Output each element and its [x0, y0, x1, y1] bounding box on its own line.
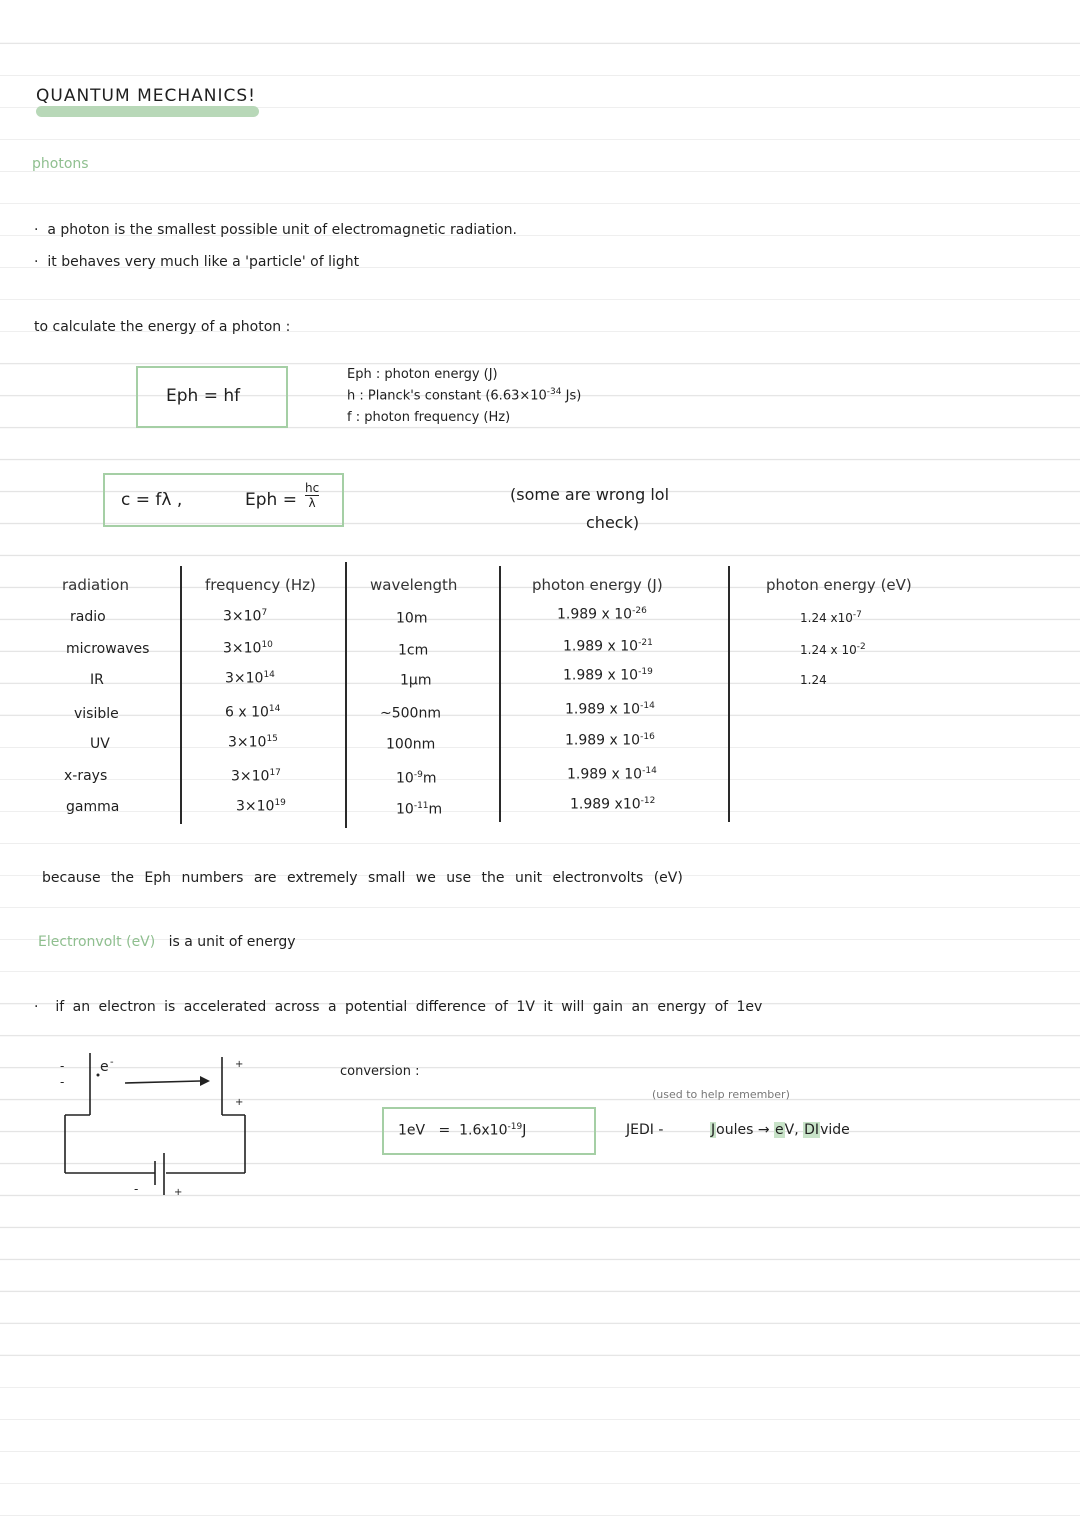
- ev-definition: [38, 934, 296, 950]
- electron-label: e: [100, 1059, 109, 1075]
- cell-energy-j: 1.989 x $10^{-19}$: [563, 667, 653, 684]
- cell-frequency: $3\times 10^{15}$: [228, 734, 278, 751]
- cell-wavelength: 1cm: [398, 642, 429, 659]
- table-divider: [345, 562, 347, 828]
- mnemonic-jedi: JEDI -: [626, 1122, 664, 1138]
- table-divider: [499, 566, 501, 822]
- cell-radiation: radio: [70, 609, 106, 625]
- cell-wavelength: 100nm: [386, 736, 436, 753]
- title-highlight: [36, 106, 259, 117]
- section-heading-photons: photons: [32, 156, 89, 172]
- plate-minus-sign: -: [60, 1075, 65, 1089]
- ev-term: Electronvolt (eV): [38, 934, 156, 950]
- table-header-wavelength: wavelength: [370, 576, 458, 594]
- because-line: because the Eph numbers are extremely small we use the unit electronvolts (eV): [42, 870, 683, 886]
- conversion-equation: 1eV = $1.6x10^{-19}J$: [398, 1122, 527, 1139]
- cell-frequency: $3\times 10^{17}$: [231, 768, 281, 785]
- fraction-denominator: λ: [308, 496, 316, 510]
- cell-energy-ev: 1.24: [800, 673, 827, 687]
- cell-energy-j: 1.989 x $10^{-14}$: [567, 766, 657, 783]
- cell-wavelength: 1μm: [400, 672, 432, 689]
- cell-frequency: $3\times 10^{19}$: [236, 798, 286, 815]
- bullet-dot: ·: [34, 222, 48, 238]
- table-header-energy-j: photon energy (J): [532, 576, 663, 594]
- bullet-dot: ·: [34, 254, 48, 270]
- cell-energy-j: 1.989 x $10^{-16}$: [565, 732, 655, 749]
- battery-minus-sign: -: [134, 1182, 139, 1196]
- cell-frequency: 6 x $10^{14}$: [225, 704, 281, 721]
- legend-planck: h : Planck's constant ($6.63\times 10^{-34}$ Js): [347, 387, 582, 404]
- cell-radiation: UV: [90, 736, 110, 752]
- formula-wave-equation: c = fλ ,: [121, 490, 183, 510]
- arrow-head-icon: [200, 1076, 210, 1086]
- cell-wavelength: $10^{-11}m$: [396, 801, 443, 818]
- conversion-label: conversion :: [340, 1064, 420, 1079]
- plate-minus-sign: -: [60, 1059, 65, 1073]
- cell-wavelength: 10m: [396, 610, 428, 627]
- formula-fraction: [305, 481, 319, 510]
- cell-radiation: microwaves: [66, 641, 150, 657]
- cell-energy-j: 1.989 x $10^{-14}$: [565, 701, 655, 718]
- bullet-dot: ·: [34, 999, 56, 1015]
- cell-frequency: $3\times 10^{14}$: [225, 670, 275, 687]
- cell-energy-j: 1.989 x $10^{-26}$: [557, 606, 647, 623]
- formula-box-second: [103, 473, 344, 527]
- ev-rest: is a unit of energy: [168, 934, 296, 950]
- mnemonic-note: (used to help remember): [652, 1088, 790, 1101]
- fraction-numerator: hc: [305, 481, 320, 495]
- legend-eph: Eph : photon energy (J): [347, 367, 498, 382]
- table-header-energy-ev: photon energy (eV): [766, 576, 912, 594]
- battery-plus-sign: +: [174, 1187, 183, 1198]
- cell-radiation: gamma: [66, 799, 120, 815]
- legend-frequency: f : photon frequency (Hz): [347, 410, 511, 425]
- plate-plus-sign: +: [235, 1059, 244, 1070]
- bullet-item: · a photon is the smallest possible unit of electromagnetic radiation.: [34, 222, 517, 238]
- arrow-right-icon: →: [757, 1122, 770, 1138]
- formula-box-main: [136, 366, 288, 428]
- page-title: QUANTUM MECHANICS!: [36, 86, 256, 106]
- accel-line: · if an electron is accelerated across a potential difference of 1V it will gain an energy of 1ev: [34, 999, 763, 1015]
- circuit-diagram: [50, 1045, 260, 1205]
- arrow-shaft: [125, 1081, 200, 1083]
- table-divider: [180, 566, 182, 824]
- cell-frequency: $3\times 10^{10}$: [223, 640, 273, 657]
- table-header-radiation: radiation: [62, 576, 129, 594]
- formula-eph-hf: Eph = hf: [166, 386, 241, 406]
- calc-intro: to calculate the energy of a photon :: [34, 319, 291, 335]
- cell-energy-ev: 1.24 $x10^{-7}$: [800, 610, 862, 625]
- cell-energy-j: 1.989 $x10^{-12}$: [570, 796, 656, 813]
- electron-charge-sign: -: [110, 1057, 114, 1068]
- formula-eph-label: Eph =: [245, 490, 297, 510]
- cell-wavelength: $10^{-9}m$: [396, 770, 437, 787]
- bullet-item: · it behaves very much like a 'particle' of light: [34, 254, 360, 270]
- note-wrong-line1: (some are wrong lol: [510, 485, 670, 504]
- plate-plus-sign: +: [235, 1097, 244, 1108]
- cell-radiation: visible: [74, 706, 119, 722]
- cell-radiation: IR: [90, 672, 104, 688]
- table-divider: [728, 566, 730, 822]
- table-header-frequency: frequency (Hz): [205, 576, 316, 594]
- cell-energy-j: 1.989 x $10^{-21}$: [563, 638, 653, 655]
- cell-frequency: $3\times 10^7$: [223, 608, 268, 625]
- mnemonic-expansion: Joules → eV, DIvide: [711, 1122, 850, 1138]
- cell-radiation: x-rays: [64, 768, 108, 784]
- cell-wavelength: ~500nm: [380, 705, 441, 722]
- cell-energy-ev: 1.24 x $10^{-2}$: [800, 642, 866, 657]
- note-wrong-line2: check): [586, 513, 640, 532]
- conversion-box: [382, 1107, 596, 1155]
